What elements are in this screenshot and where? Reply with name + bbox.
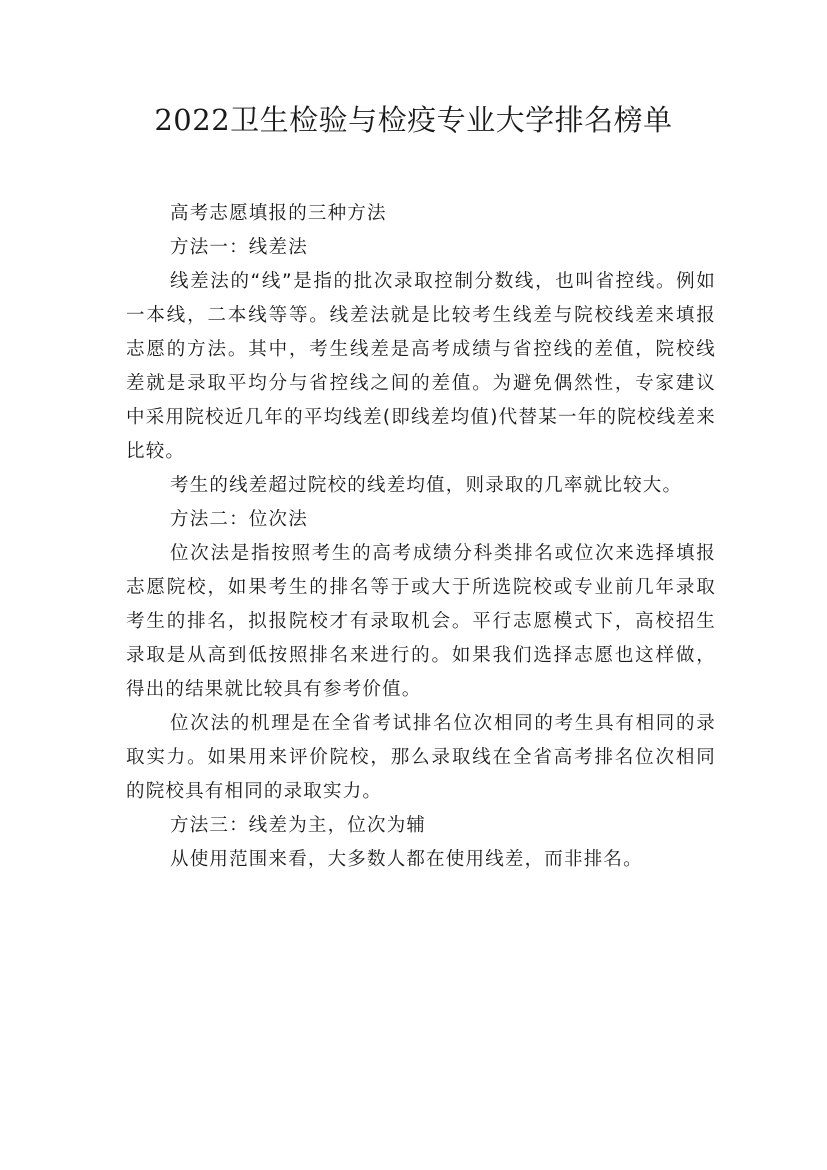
section-heading-intro: 高考志愿填报的三种方法 [170,203,387,224]
method-three-paragraph: 从使用范围来看，大多数人都在使用线差，而非排名。 [170,849,643,870]
page-title: 2022卫生检验与检疫专业大学排名榜单 [154,103,673,137]
method-one-conclusion: 考生的线差超过院校的线差均值，则录取的几率就比较大。 [170,475,683,496]
method-one-heading: 方法一：线差法 [170,237,308,258]
method-one-paragraph: 线差法的“线”是指的批次录取控制分数线，也叫省控线。例如一本线，二本线等等。线差法就是比较考生线差与院校线差来填报志愿的方法。其中，考生线差是高考成绩与省控线的差值，院校线差就是录取平均分与省控线之间的差值。为避免偶然性，专家建议中采用院校近几年的平均线差(即线差均值)代替某一年的院校线差来比较。 [126,271,716,462]
document-body [126,197,716,877]
method-two-paragraph: 位次法是指按照考生的高考成绩分科类排名或位次来选择填报志愿院校，如果考生的排名等于或大于所选院校或专业前几年录取考生的排名，拟报院校才有录取机会。平行志愿模式下，高校招生录取是从高到低按照排名来进行的。如果我们选择志愿也这样做，得出的结果就比较具有参考价值。 [126,543,716,700]
method-two-mechanism: 位次法的机理是在全省考试排名位次相同的考生具有相同的录取实力。如果用来评价院校，那么录取线在全省高考排名位次相同的院校具有相同的录取实力。 [126,713,716,802]
method-three-heading: 方法三：线差为主，位次为辅 [170,815,427,836]
method-two-heading: 方法二：位次法 [170,509,308,530]
